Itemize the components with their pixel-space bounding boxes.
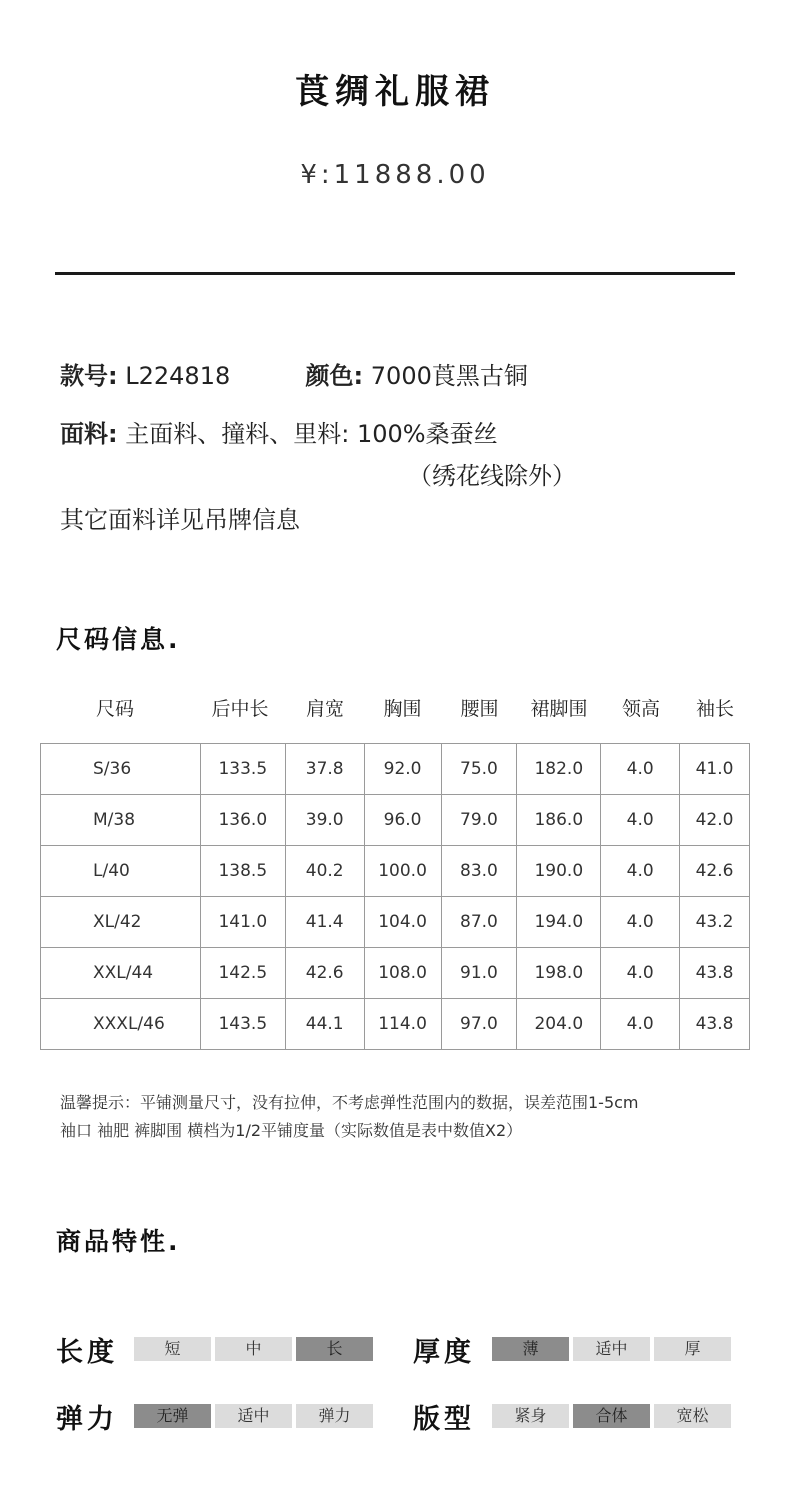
measurement-cell: 182.0	[517, 744, 601, 795]
divider-line	[55, 272, 735, 275]
feature-bar-fit	[492, 1404, 731, 1428]
feature-bar-thickness	[492, 1337, 731, 1361]
measurement-cell: 186.0	[517, 795, 601, 846]
size-cell: XL/42	[41, 897, 201, 948]
measurement-cell: 194.0	[517, 897, 601, 948]
measurement-cell: 43.8	[680, 999, 750, 1050]
feature-label-fit: 版型	[413, 1404, 475, 1435]
size-cell: XXXL/46	[41, 999, 201, 1050]
measurement-cell: 96.0	[364, 795, 441, 846]
measurement-cell: 142.5	[200, 948, 285, 999]
style-color-line	[60, 356, 528, 391]
feature-option: 合体	[573, 1404, 650, 1428]
measurement-cell: 39.0	[285, 795, 364, 846]
size-info-heading: 尺码信息.	[56, 625, 181, 654]
feature-label-thickness: 厚度	[413, 1337, 475, 1368]
header-shoulder: 肩宽	[305, 698, 344, 720]
measurement-cell: 4.0	[601, 897, 680, 948]
header-size: 尺码	[95, 698, 134, 720]
feature-bar-length	[134, 1337, 373, 1361]
feature-label-length: 长度	[56, 1337, 118, 1368]
feature-option: 短	[134, 1337, 211, 1361]
measurement-cell: 138.5	[200, 846, 285, 897]
measurement-cell: 87.0	[441, 897, 517, 948]
table-row	[41, 795, 750, 846]
header-collar: 领高	[621, 698, 660, 720]
style-number-label: 款号:	[60, 362, 118, 390]
feature-option: 厚	[654, 1337, 731, 1361]
measurement-cell: 92.0	[364, 744, 441, 795]
features-heading: 商品特性.	[56, 1227, 181, 1256]
size-cell: XXL/44	[41, 948, 201, 999]
table-row	[41, 846, 750, 897]
color-value: 7000莨黑古铜	[370, 362, 528, 390]
measurement-cell: 4.0	[601, 999, 680, 1050]
measurement-cell: 42.0	[680, 795, 750, 846]
measurement-cell: 41.0	[680, 744, 750, 795]
fabric-label: 面料:	[60, 420, 118, 448]
size-note-line1: 温馨提示：平铺测量尺寸，没有拉伸，不考虑弹性范围内的数据，误差范围1-5cm	[60, 1093, 639, 1112]
feature-option: 无弹	[134, 1404, 211, 1428]
measurement-cell: 91.0	[441, 948, 517, 999]
feature-option: 宽松	[654, 1404, 731, 1428]
measurement-cell: 42.6	[680, 846, 750, 897]
measurement-cell: 43.2	[680, 897, 750, 948]
table-row	[41, 744, 750, 795]
measurement-cell: 4.0	[601, 795, 680, 846]
feature-option: 紧身	[492, 1404, 569, 1428]
measurement-cell: 136.0	[200, 795, 285, 846]
measurement-cell: 79.0	[441, 795, 517, 846]
measurement-cell: 43.8	[680, 948, 750, 999]
fabric-value: 主面料、撞料、里料: 100%桑蚕丝	[125, 420, 498, 448]
feature-bar-elasticity	[134, 1404, 373, 1428]
fabric-line	[60, 414, 498, 449]
measurement-cell: 100.0	[364, 846, 441, 897]
header-bust: 胸围	[383, 698, 422, 720]
table-row	[41, 999, 750, 1050]
measurement-cell: 75.0	[441, 744, 517, 795]
size-note-line2: 袖口 袖肥 裤脚围 横档为1/2平铺度量（实际数值是表中数值X2）	[60, 1121, 523, 1140]
measurement-cell: 108.0	[364, 948, 441, 999]
measurement-cell: 83.0	[441, 846, 517, 897]
feature-option: 适中	[215, 1404, 292, 1428]
measurement-cell: 141.0	[200, 897, 285, 948]
measurement-cell: 104.0	[364, 897, 441, 948]
header-waist: 腰围	[460, 698, 499, 720]
measurement-cell: 143.5	[200, 999, 285, 1050]
style-number-value: L224818	[125, 362, 231, 390]
color-label: 颜色:	[305, 362, 364, 390]
product-price: ¥:11888.00	[300, 160, 490, 190]
measurement-cell: 190.0	[517, 846, 601, 897]
measurement-cell: 204.0	[517, 999, 601, 1050]
table-row	[41, 948, 750, 999]
feature-option: 弹力	[296, 1404, 373, 1428]
product-title: 莨绸礼服裙	[295, 72, 495, 112]
feature-option: 中	[215, 1337, 292, 1361]
feature-label-elasticity: 弹力	[56, 1404, 118, 1435]
feature-option: 适中	[573, 1337, 650, 1361]
size-table	[40, 743, 750, 1050]
measurement-cell: 44.1	[285, 999, 364, 1050]
feature-option: 薄	[492, 1337, 569, 1361]
size-cell: L/40	[41, 846, 201, 897]
feature-option: 长	[296, 1337, 373, 1361]
header-hem: 裙脚围	[530, 698, 588, 720]
measurement-cell: 37.8	[285, 744, 364, 795]
measurement-cell: 97.0	[441, 999, 517, 1050]
table-row	[41, 897, 750, 948]
header-back-length: 后中长	[211, 698, 269, 720]
measurement-cell: 42.6	[285, 948, 364, 999]
size-cell: M/38	[41, 795, 201, 846]
measurement-cell: 40.2	[285, 846, 364, 897]
measurement-cell: 198.0	[517, 948, 601, 999]
other-fabric-info: 其它面料详见吊牌信息	[60, 506, 300, 534]
measurement-cell: 41.4	[285, 897, 364, 948]
measurement-cell: 114.0	[364, 999, 441, 1050]
measurement-cell: 4.0	[601, 846, 680, 897]
fabric-note: （绣花线除外）	[408, 462, 576, 490]
measurement-cell: 4.0	[601, 744, 680, 795]
measurement-cell: 133.5	[200, 744, 285, 795]
size-cell: S/36	[41, 744, 201, 795]
header-sleeve: 袖长	[695, 698, 734, 720]
size-table-header	[40, 694, 750, 726]
measurement-cell: 4.0	[601, 948, 680, 999]
